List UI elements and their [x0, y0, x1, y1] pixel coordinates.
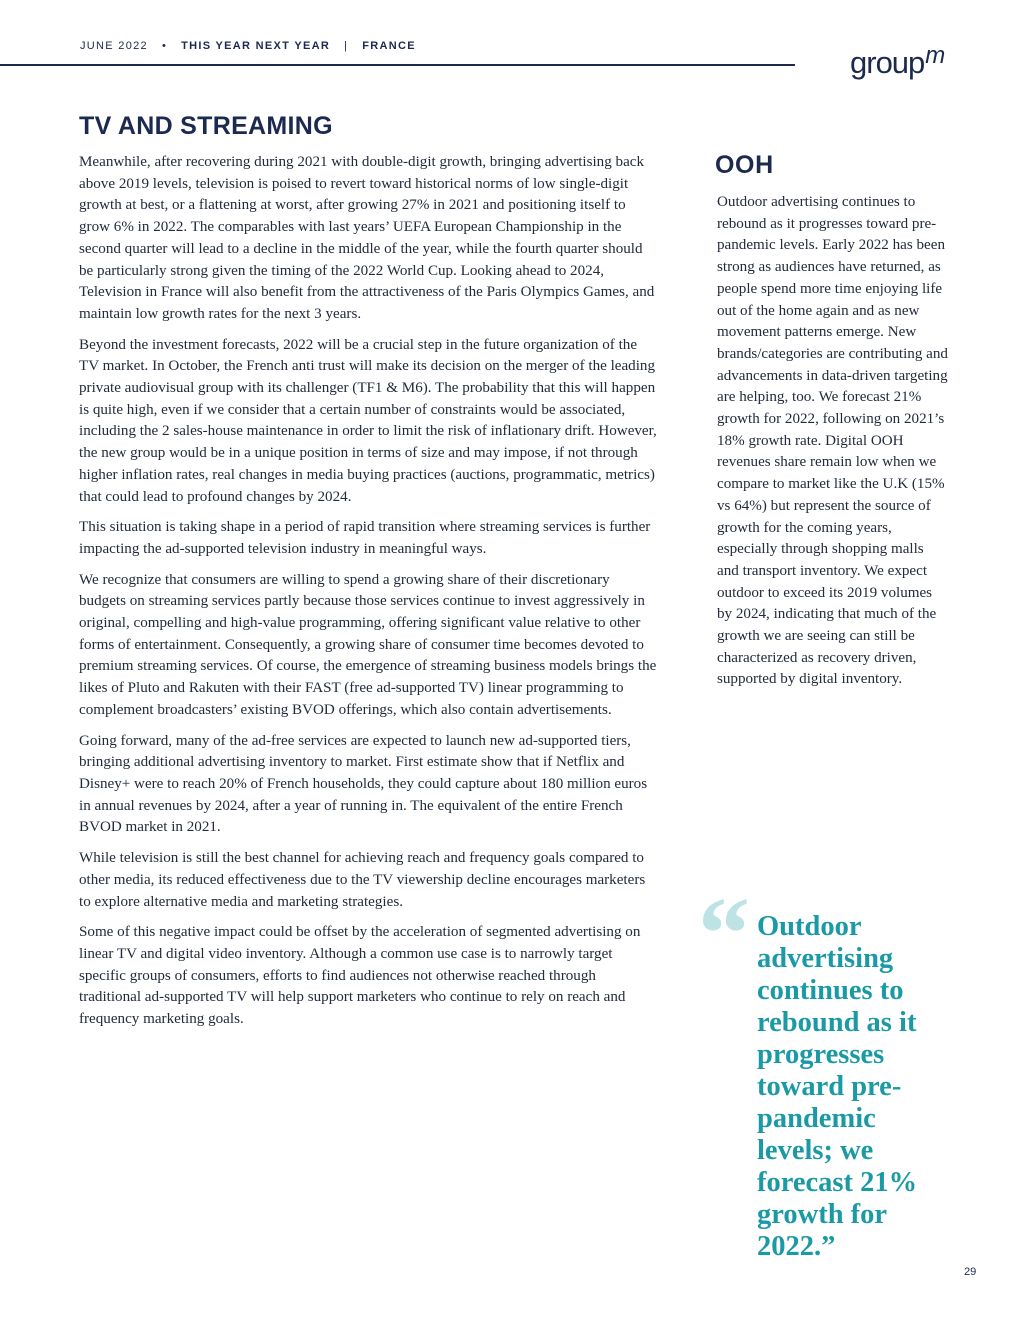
logo-wordmark: group — [850, 45, 925, 80]
header-country: FRANCE — [362, 40, 416, 52]
body-paragraph: Some of this negative impact could be offset by the acceleration of segmented advertising on linear TV and digital video inventory. Although a common use case is to narrowly target specific groups of consumers, efforts to find audiences not otherwise reached through traditional ad-supported TV will help support marketers who continue to rely on reach and frequency marketing goals. — [79, 924, 641, 1028]
sidebar-paragraph: Outdoor advertising continues to rebound as it progresses toward pre-pandemic levels. Early 2022 has been strong as audiences have returned, as people spend more time enjoying life out of the home again and as new movement patterns emerge. New brands/categories are contributing and advancements in data-driven targeting are helping, too. We forecast 21% growth for 2022, following on 2021’s 18% growth rate. Digital OOH revenues share remain low when we compare to market like the U.K (15% vs 64%) but represent the source of growth for the coming years, especially through shopping malls and transport inventory. We expect outdoor to exceed its 2019 volumes by 2024, indicating that much of the growth we are seeing can still be characterized as recovery driven, supported by digital inventory. — [717, 194, 948, 688]
section-title: TV AND STREAMING — [79, 112, 333, 140]
body-paragraph: Going forward, many of the ad-free services are expected to launch new ad-supported tiers, bringing additional advertising inventory to market. First estimate show that if Netflix and Disney+ were to reach 20% of French households, they could capture about 180 million euros in annual revenues by 2024, after a year of running in. The equivalent of the entire French BVOD market in 2021. — [79, 732, 648, 836]
main-body — [79, 152, 659, 1040]
logo-superscript: m — [925, 42, 945, 69]
body-paragraph: We recognize that consumers are willing to spend a growing share of their discretionary budgets on streaming services partly because those services continue to invest aggressively in original, compelling and high-value programming, offering significant value relative to other forms of entertainment. Consequently, a growing share of consumer time becomes devoted to premium streaming services. Of course, the emergence of streaming business models brings the likes of Pluto and Rakuten with their FAST (free ad-supported TV) linear programming to complement broadcasters’ existing BVOD offerings, which also contain advertisements. — [79, 571, 657, 718]
pull-quote: Outdoor advertising continues to rebound as it progresses toward pre-pandemic levels; we forecast 21% growth for 2022.” — [757, 911, 918, 1262]
body-paragraph: Beyond the investment forecasts, 2022 will be a crucial step in the future organization of the TV market. In October, the French anti trust will make its decision on the merger of the leading private audiovisual group with its challenger (TF1 & M6). The probability that this will happen is quite high, even if we consider that a certain number of constraints would be associated, including the 2 sales-house maintenance in order to limit the risk of inflationary drift. However, the new group would be in a unique position in terms of size and may impose, if not through higher inflation rates, real changes in media buying practices (auctions, programmatic, metrics) that could lead to profound changes by 2024. — [79, 336, 657, 505]
body-paragraph: While television is still the best channel for achieving reach and frequency goals compared to other media, its reduced effectiveness due to the TV viewership decline encourages marketers to explore alternative media and marketing strategies. — [79, 850, 646, 910]
header-report-name: THIS YEAR NEXT YEAR — [181, 40, 331, 52]
page-number: 29 — [964, 1266, 977, 1278]
header-bullet: • — [161, 40, 168, 52]
quote-mark-icon: “ — [698, 876, 750, 991]
running-header — [80, 40, 416, 52]
header-rule — [0, 64, 795, 66]
sidebar-title: OOH — [715, 151, 774, 179]
header-date: JUNE 2022 — [80, 40, 148, 52]
header-divider: | — [344, 40, 349, 52]
body-paragraph: Meanwhile, after recovering during 2021 with double-digit growth, bringing advertising back above 2019 levels, television is poised to revert toward historical norms of low single-digit growth at best, or a flattening at worst, after growing 27% in 2021 and positioning itself to grow 6% in 2022. The comparables with last years’ UEFA European Championship in the second quarter will lead to a decline in the middle of the year, while the fourth quarter should be particularly strong given the timing of the 2022 World Cup. Looking ahead to 2024, Television in France will also benefit from the attractiveness of the Paris Olympics Games, and maintain low growth rates for the next 3 years. — [79, 154, 655, 322]
body-paragraph: This situation is taking shape in a period of rapid transition where streaming services is further impacting the ad-supported television industry in meaningful ways. — [79, 519, 651, 557]
sidebar-body — [717, 192, 949, 691]
groupm-logo — [850, 42, 944, 81]
